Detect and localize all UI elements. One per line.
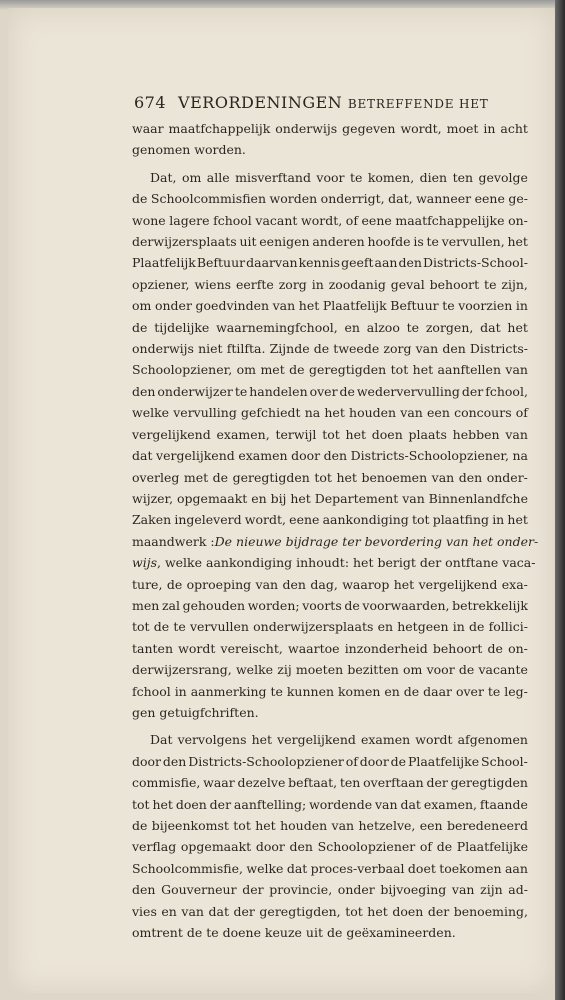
text-line: commisfie, waar dezelve beftaat, ten overftaan der geregtigden <box>132 775 528 791</box>
text-line: waar maatfchappelijk onderwijs gegeven wordt, moet in acht <box>132 121 528 136</box>
text-line: fchool in aanmerking te kunnen komen en de daar over te leg- <box>132 683 528 699</box>
text-line-with-italic <box>132 552 536 573</box>
text-line: tot de te vervullen onderwijzersplaats en hetgeen in de follici- <box>132 619 528 635</box>
text-line: opziener, wiens eerfte zorg in zoodanig geval behoort te zijn, <box>132 276 528 292</box>
text-line: onderwijs niet ftilfta. Zijnde de tweede zorg van den Districts- <box>132 341 528 357</box>
scan-border-right <box>555 0 565 1000</box>
text-line: de Schoolcommisfien worden onderrigt, dat, wanneer eene ge- <box>132 191 528 207</box>
text-line: Dat vervolgens het vergelijkend examen wordt afgenomen <box>150 732 528 748</box>
text-line: tot het doen der aanftelling; wordende van dat examen, ftaande <box>132 796 528 812</box>
text-line: derwijzersplaats uit eenigen anderen hoofde is te vervullen, het <box>132 234 528 250</box>
text-line: tanten wordt vereischt, waartoe inzonderheid behoort de on- <box>132 640 528 656</box>
text-line: dat vergelijkend examen door den Districts-Schoolopziener, na <box>132 448 528 464</box>
text-line: ture, de oproeping van den dag, waarop het vergelijkend exa- <box>132 576 528 592</box>
text-line: om onder goedvinden van het Plaatfelijk Beftuur te voorzien in <box>132 298 528 314</box>
text-line: gen getuigfchriften. <box>132 704 259 720</box>
text-line: de bijeenkomst tot het houden van hetzelve, een beredeneerd <box>132 818 528 833</box>
text-line: Zaken ingeleverd wordt, eene aankondiging tot plaatfing in het <box>132 512 528 528</box>
running-title-main: VERORDENINGEN <box>178 93 343 112</box>
text-line: derwijzersrang, welke zij moeten bezitten om voor de vacante <box>132 662 528 678</box>
text-fragment: maandwerk : <box>132 533 215 549</box>
text-line: overleg met de geregtigden tot het benoemen van den onder- <box>132 469 528 485</box>
page-header <box>134 93 534 112</box>
body-text <box>132 118 539 943</box>
paragraph-3 <box>132 729 528 943</box>
text-line: Schoolcommisfie, welke dat proces-verbaal doet toekomen aan <box>132 860 528 876</box>
text-line: de tijdelijke waarnemingfchool, en alzoo te zorgen, dat het <box>132 319 528 335</box>
text-line-with-italic <box>132 531 539 552</box>
text-line: vies en van dat der geregtigden, tot het doen der benoeming, <box>132 903 528 919</box>
text-line: Dat, om alle misverftand voor te komen, dien ten gevolge <box>150 169 528 185</box>
text-line: verflag opgemaakt door den Schoolopziener of de Plaatfelijke <box>132 839 528 855</box>
text-line: door den Districts-Schoolopziener of door de Plaatfelijke School- <box>132 753 528 769</box>
paragraph-1 <box>132 118 528 161</box>
text-fragment: , welke aankondiging inhoudt: het berigt der ontftane vaca- <box>157 555 536 571</box>
text-line: welke vervulling gefchiedt na het houden van een concours of <box>132 405 528 421</box>
text-line: den onderwijzer te handelen over de wedervervulling der fchool, <box>132 383 528 399</box>
text-line: den Gouverneur der provincie, onder bijvoeging van zijn ad- <box>132 882 528 898</box>
running-title-small: BETREFFENDE HET <box>347 97 489 111</box>
text-line: men zal gehouden worden; voorts de voorwaarden, betrekkelijk <box>132 597 528 613</box>
page-number: 674 <box>134 93 167 112</box>
text-line: vergelijkend examen, terwijl tot het doen plaats hebben van <box>132 426 528 442</box>
italic-title-end: wijs <box>132 555 157 571</box>
running-title <box>178 93 489 112</box>
text-line: genomen worden. <box>132 142 246 158</box>
text-line: omtrent de te doene keuze uit de geëxamineerden. <box>132 925 456 941</box>
paragraph-2 <box>132 167 539 724</box>
text-line: wone lagere fchool vacant wordt, of eene maatfchappelijke on- <box>132 212 528 228</box>
text-line: Plaatfelijk Beftuur daarvan kennis geeft aan den Districts-School- <box>132 255 528 271</box>
text-line: Schoolopziener, om met de geregtigden tot het aanftellen van <box>132 362 528 378</box>
text-line: wijzer, opgemaakt en bij het Departement van Binnenlandfche <box>132 490 528 506</box>
italic-title: De nieuwe bijdrage ter bevordering van het onder- <box>214 533 539 549</box>
